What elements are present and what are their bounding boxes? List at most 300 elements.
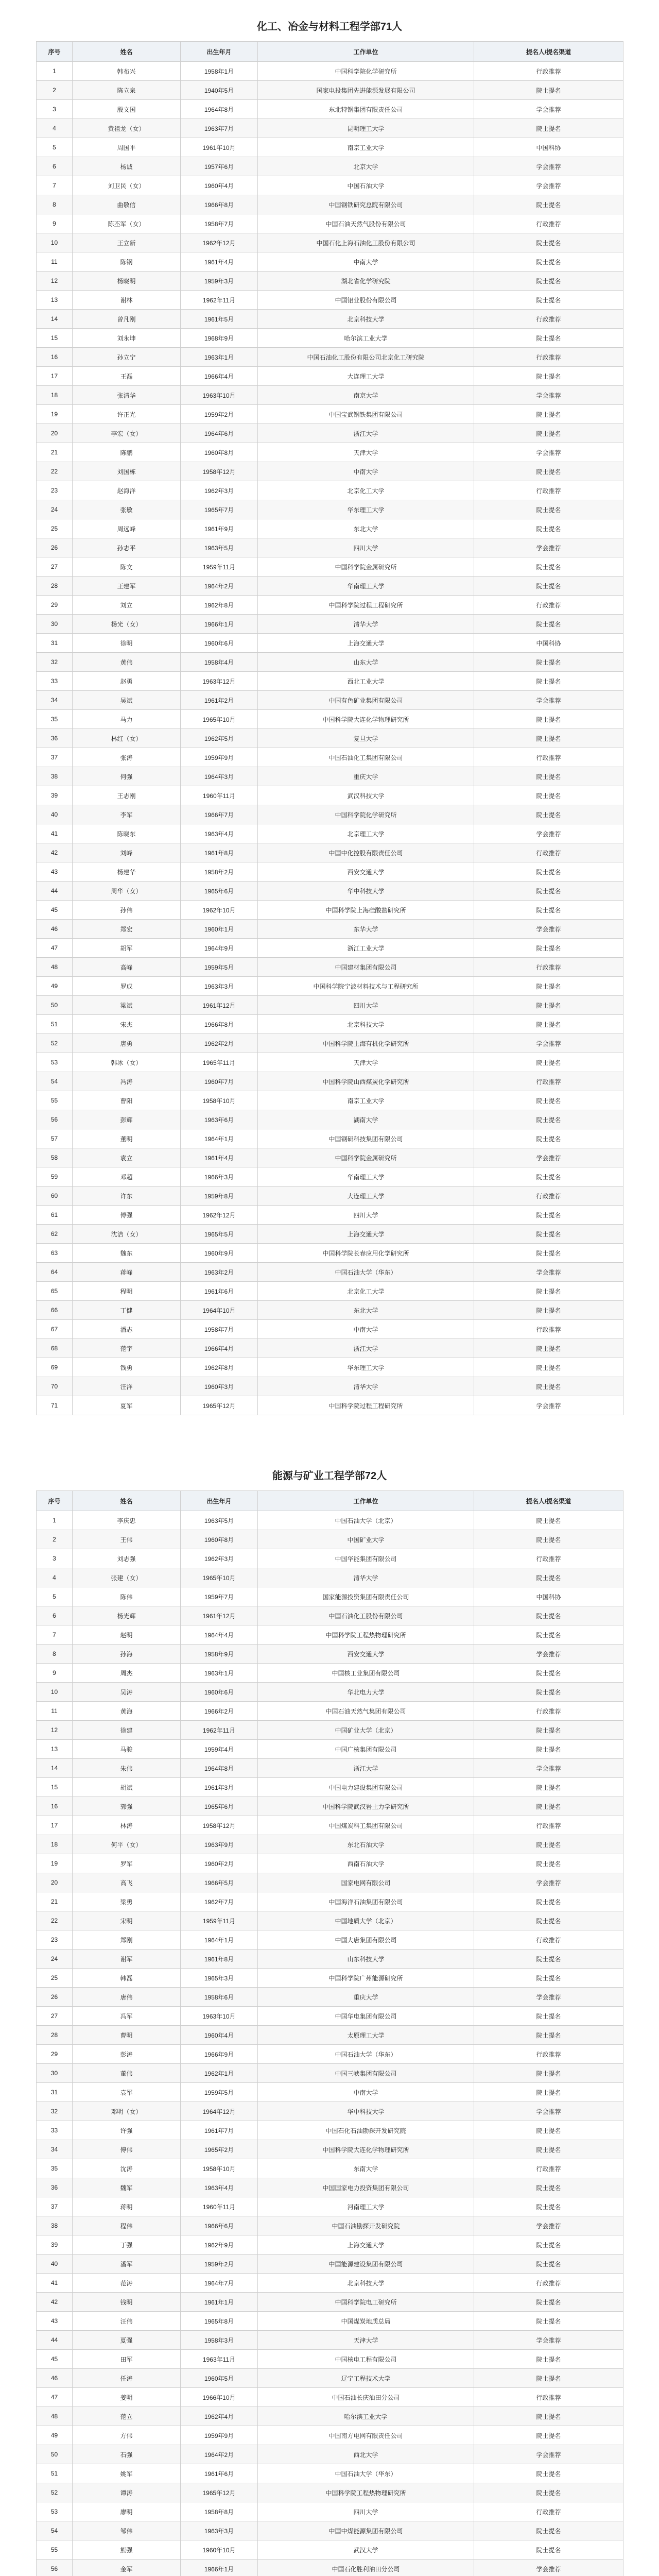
cell-index: 66 [37,1301,73,1320]
cell-employer: 北京科技大学 [258,2274,474,2293]
cell-index: 10 [37,1683,73,1702]
cell-birth: 1959年8月 [181,1187,258,1206]
cell-employer: 中国中化控股有限责任公司 [258,843,474,862]
cell-name: 韩布兴 [73,62,181,81]
header-birth: 出生年月 [181,42,258,62]
cell-name: 王志刚 [73,786,181,805]
cell-name: 任涛 [73,2369,181,2388]
table-row [37,901,623,920]
table-row [37,2521,623,2540]
table-row [37,2064,623,2083]
cell-nomination: 院士提名 [474,1225,623,1244]
cell-index: 36 [37,729,73,748]
cell-nomination: 行政推荐 [474,1549,623,1568]
cell-birth: 1961年4月 [181,252,258,272]
cell-name: 金军 [73,2560,181,2576]
cell-name: 陈立泉 [73,81,181,100]
cell-employer: 中国能源建设集团有限公司 [258,2255,474,2274]
cell-birth: 1962年8月 [181,596,258,615]
cell-nomination: 行政推荐 [474,843,623,862]
cell-employer: 复旦大学 [258,729,474,748]
cell-nomination: 学会推荐 [474,920,623,939]
cell-birth: 1959年9月 [181,748,258,767]
cell-employer: 中国科学院化学研究所 [258,805,474,824]
cell-birth: 1964年9月 [181,939,258,958]
cell-employer: 东北大学 [258,519,474,538]
cell-nomination: 院士提名 [474,1664,623,1683]
cell-employer: 中国石油大学（华东） [258,1263,474,1282]
cell-index: 25 [37,1969,73,1988]
cell-birth: 1960年2月 [181,1854,258,1873]
cell-employer: 中国科学院上海硅酸盐研究所 [258,901,474,920]
header-employer: 工作单位 [258,42,474,62]
cell-employer: 武汉大学 [258,2540,474,2560]
cell-index: 55 [37,1091,73,1110]
header-index: 序号 [37,1491,73,1511]
table-row [37,500,623,519]
cell-employer: 浙江大学 [258,424,474,443]
table-row [37,1854,623,1873]
cell-name: 范宇 [73,1339,181,1358]
cell-nomination: 学会推荐 [474,1396,623,1415]
cell-employer: 天津大学 [258,1053,474,1072]
cell-employer: 中国钢研科技集团有限公司 [258,1129,474,1148]
table-row [37,1702,623,1721]
cell-employer: 西北工业大学 [258,672,474,691]
cell-name: 孙立宁 [73,348,181,367]
cell-employer: 中国广核集团有限公司 [258,1740,474,1759]
cell-nomination: 院士提名 [474,500,623,519]
table-row [37,1396,623,1415]
table-row [37,1320,623,1339]
cell-nomination: 院士提名 [474,233,623,252]
cell-employer: 东南大学 [258,2159,474,2178]
table-row [37,272,623,291]
cell-index: 15 [37,329,73,348]
cell-name: 董伟 [73,2064,181,2083]
table-row [37,2331,623,2350]
cell-index: 37 [37,748,73,767]
table-row [37,1645,623,1664]
cell-nomination: 院士提名 [474,805,623,824]
cell-name: 郭强 [73,1797,181,1816]
table-row [37,977,623,996]
table-row [37,1511,623,1530]
cell-employer: 四川大学 [258,1206,474,1225]
cell-index: 8 [37,195,73,214]
cell-index: 3 [37,100,73,119]
cell-employer: 南京大学 [258,386,474,405]
cell-employer: 中国科学院长春应用化学研究所 [258,1244,474,1263]
cell-nomination: 院士提名 [474,901,623,920]
table-row [37,1282,623,1301]
cell-employer: 山东科技大学 [258,1950,474,1969]
table-row [37,2121,623,2140]
cell-nomination: 院士提名 [474,939,623,958]
table-row [37,939,623,958]
cell-nomination: 院士提名 [474,1568,623,1587]
cell-nomination: 院士提名 [474,329,623,348]
cell-birth: 1962年9月 [181,2235,258,2255]
cell-employer: 中国石油大学（华东） [258,2464,474,2483]
cell-employer: 西北大学 [258,2445,474,2464]
table-row [37,2007,623,2026]
cell-birth: 1960年6月 [181,1683,258,1702]
cell-name: 刘永坤 [73,329,181,348]
cell-index: 26 [37,1988,73,2007]
cell-index: 50 [37,996,73,1015]
cell-birth: 1940年5月 [181,81,258,100]
cell-index: 13 [37,291,73,310]
cell-name: 杨晓明 [73,272,181,291]
cell-employer: 北京科技大学 [258,310,474,329]
cell-nomination: 院士提名 [474,2464,623,2483]
cell-employer: 中国科学院大连化学物理研究所 [258,2140,474,2159]
cell-name: 高峰 [73,958,181,977]
cell-nomination: 院士提名 [474,1606,623,1625]
cell-nomination: 行政推荐 [474,1816,623,1835]
cell-nomination: 行政推荐 [474,62,623,81]
cell-nomination: 院士提名 [474,519,623,538]
table-row [37,672,623,691]
cell-employer: 浙江大学 [258,1759,474,1778]
cell-birth: 1964年7月 [181,2274,258,2293]
cell-employer: 中国科学院工程热物理研究所 [258,2483,474,2502]
cell-index: 21 [37,443,73,462]
cell-birth: 1964年3月 [181,767,258,786]
section-chemical-metallurgy-materials [36,12,623,1415]
table-row [37,195,623,214]
cell-birth: 1966年4月 [181,367,258,386]
table-row [37,1911,623,1930]
cell-employer: 中国石油勘探开发研究院 [258,2216,474,2235]
cell-birth: 1959年5月 [181,2083,258,2102]
cell-employer: 清华大学 [258,615,474,634]
cell-name: 冯涛 [73,1072,181,1091]
cell-employer: 西南石油大学 [258,1854,474,1873]
cell-name: 夏强 [73,2331,181,2350]
cell-index: 71 [37,1396,73,1415]
cell-index: 33 [37,2121,73,2140]
table-row [37,2464,623,2483]
cell-birth: 1964年2月 [181,577,258,596]
cell-birth: 1962年1月 [181,2064,258,2083]
cell-index: 67 [37,1320,73,1339]
cell-birth: 1962年3月 [181,481,258,500]
cell-employer: 中国科学院广州能源研究所 [258,1969,474,1988]
cell-name: 王伟 [73,1530,181,1549]
table-row [37,1358,623,1377]
cell-index: 15 [37,1778,73,1797]
cell-nomination: 行政推荐 [474,596,623,615]
cell-birth: 1963年11月 [181,2350,258,2369]
cell-nomination: 院士提名 [474,729,623,748]
cell-birth: 1962年5月 [181,729,258,748]
cell-nomination: 行政推荐 [474,348,623,367]
table-row [37,1873,623,1892]
table-row [37,157,623,176]
cell-nomination: 行政推荐 [474,1187,623,1206]
cell-employer: 中国有色矿业集团有限公司 [258,691,474,710]
cell-name: 廖明 [73,2502,181,2521]
cell-employer: 天津大学 [258,2331,474,2350]
cell-employer: 四川大学 [258,538,474,557]
cell-index: 29 [37,596,73,615]
cell-index: 48 [37,2407,73,2426]
table-row [37,767,623,786]
cell-birth: 1961年3月 [181,1778,258,1797]
cell-birth: 1962年7月 [181,1892,258,1911]
cell-name: 许正光 [73,405,181,424]
cell-index: 25 [37,519,73,538]
cell-index: 13 [37,1740,73,1759]
cell-birth: 1963年4月 [181,2178,258,2197]
cell-index: 23 [37,1930,73,1950]
cell-birth: 1963年5月 [181,538,258,557]
cell-nomination: 院士提名 [474,2312,623,2331]
cell-index: 62 [37,1225,73,1244]
cell-name: 杨诚 [73,157,181,176]
cell-birth: 1964年6月 [181,424,258,443]
cell-name: 方伟 [73,2426,181,2445]
cell-employer: 中国地质大学（北京） [258,1911,474,1930]
cell-birth: 1959年5月 [181,958,258,977]
cell-nomination: 院士提名 [474,1911,623,1930]
cell-nomination: 学会推荐 [474,386,623,405]
table-body [37,62,623,1415]
cell-nomination: 院士提名 [474,2007,623,2026]
table-row [37,1072,623,1091]
cell-birth: 1959年2月 [181,405,258,424]
cell-employer: 中国石油天然气股份有限公司 [258,214,474,233]
cell-index: 46 [37,920,73,939]
cell-nomination: 行政推荐 [474,1072,623,1091]
cell-nomination: 学会推荐 [474,2331,623,2350]
cell-birth: 1961年6月 [181,1282,258,1301]
cell-birth: 1963年12月 [181,672,258,691]
header-nomination: 提名人/提名渠道 [474,42,623,62]
cell-employer: 中国华能集团有限公司 [258,1549,474,1568]
cell-birth: 1961年5月 [181,310,258,329]
section-gap [0,1415,659,1462]
cell-birth: 1960年9月 [181,1244,258,1263]
table-row [37,2445,623,2464]
cell-nomination: 院士提名 [474,767,623,786]
cell-employer: 北京化工大学 [258,481,474,500]
table-row [37,100,623,119]
cell-employer: 中国铝业股份有限公司 [258,291,474,310]
cell-birth: 1962年10月 [181,901,258,920]
cell-nomination: 院士提名 [474,1625,623,1645]
cell-birth: 1963年10月 [181,386,258,405]
cell-name: 王建军 [73,577,181,596]
cell-nomination: 行政推荐 [474,2274,623,2293]
cell-birth: 1963年7月 [181,119,258,138]
cell-birth: 1961年8月 [181,1950,258,1969]
cell-name: 汪伟 [73,2312,181,2331]
table-row [37,2388,623,2407]
table-row [37,1683,623,1702]
cell-birth: 1960年7月 [181,1072,258,1091]
cell-employer: 中国科学院电工研究所 [258,2293,474,2312]
cell-index: 47 [37,939,73,958]
cell-index: 31 [37,2083,73,2102]
table-row [37,1530,623,1549]
cell-birth: 1966年6月 [181,2216,258,2235]
cell-birth: 1962年2月 [181,1034,258,1053]
cell-employer: 中国矿业大学（北京） [258,1721,474,1740]
cell-index: 7 [37,176,73,195]
cell-name: 胡军 [73,939,181,958]
table-row [37,710,623,729]
cell-name: 陈晓东 [73,824,181,843]
cell-index: 16 [37,348,73,367]
cell-birth: 1964年8月 [181,1759,258,1778]
table-row [37,348,623,367]
cell-name: 吴斌 [73,691,181,710]
cell-index: 35 [37,710,73,729]
table-header-row [37,1491,623,1511]
cell-name: 殷文国 [73,100,181,119]
cell-employer: 中国海洋石油集团有限公司 [258,1892,474,1911]
cell-birth: 1962年11月 [181,1721,258,1740]
cell-nomination: 行政推荐 [474,214,623,233]
cell-index: 43 [37,2312,73,2331]
cell-nomination: 学会推荐 [474,2216,623,2235]
cell-index: 54 [37,1072,73,1091]
cell-birth: 1958年10月 [181,2159,258,2178]
cell-birth: 1958年3月 [181,2331,258,2350]
cell-name: 丁强 [73,2235,181,2255]
table-row [37,329,623,348]
cell-index: 30 [37,615,73,634]
table-row [37,634,623,653]
cell-nomination: 院士提名 [474,2255,623,2274]
cell-index: 6 [37,157,73,176]
cell-nomination: 院士提名 [474,1110,623,1129]
table-row [37,1778,623,1797]
cell-index: 1 [37,62,73,81]
cell-nomination: 院士提名 [474,1797,623,1816]
cell-nomination: 院士提名 [474,1530,623,1549]
table-row [37,2045,623,2064]
section-title: 能源与矿业工程学部72人 [272,1470,387,1482]
table-row [37,577,623,596]
cell-birth: 1965年8月 [181,2312,258,2331]
cell-index: 34 [37,2140,73,2159]
cell-name: 程明 [73,1282,181,1301]
cell-birth: 1965年10月 [181,1568,258,1587]
cell-name: 王磊 [73,367,181,386]
cell-name: 梁勇 [73,1892,181,1911]
table-row [37,882,623,901]
cell-birth: 1964年2月 [181,2445,258,2464]
cell-index: 65 [37,1282,73,1301]
table-row [37,2407,623,2426]
cell-nomination: 院士提名 [474,252,623,272]
cell-name: 郑刚 [73,1930,181,1950]
cell-employer: 华东理工大学 [258,1358,474,1377]
table-row [37,2159,623,2178]
cell-index: 14 [37,310,73,329]
cell-name: 潘军 [73,2255,181,2274]
cell-nomination: 院士提名 [474,2197,623,2216]
cell-employer: 华中科技大学 [258,882,474,901]
cell-index: 44 [37,2331,73,2350]
cell-name: 杨光辉 [73,1606,181,1625]
cell-name: 罗军 [73,1854,181,1873]
cell-employer: 北京理工大学 [258,824,474,843]
cell-employer: 中国宝武钢铁集团有限公司 [258,405,474,424]
cell-employer: 重庆大学 [258,1988,474,2007]
cell-birth: 1957年6月 [181,157,258,176]
cell-nomination: 学会推荐 [474,443,623,462]
cell-employer: 中国科学院过程工程研究所 [258,1396,474,1415]
cell-nomination: 院士提名 [474,2407,623,2426]
cell-birth: 1964年1月 [181,1930,258,1950]
cell-birth: 1965年7月 [181,500,258,519]
cell-employer: 中国科学院山西煤炭化学研究所 [258,1072,474,1091]
cell-birth: 1963年3月 [181,2521,258,2540]
cell-nomination: 院士提名 [474,862,623,882]
cell-birth: 1960年8月 [181,443,258,462]
cell-birth: 1958年7月 [181,1320,258,1339]
cell-index: 18 [37,386,73,405]
cell-name: 罗成 [73,977,181,996]
cell-employer: 哈尔滨工业大学 [258,2407,474,2426]
cell-index: 43 [37,862,73,882]
cell-name: 唐伟 [73,1988,181,2007]
cell-employer: 中国科学院工程热物理研究所 [258,1625,474,1645]
cell-birth: 1958年7月 [181,214,258,233]
cell-index: 19 [37,1854,73,1873]
cell-birth: 1963年6月 [181,1110,258,1129]
cell-employer: 中国建材集团有限公司 [258,958,474,977]
cell-name: 冯军 [73,2007,181,2026]
cell-index: 7 [37,1625,73,1645]
cell-birth: 1960年8月 [181,1530,258,1549]
cell-employer: 国家能源投资集团有限责任公司 [258,1587,474,1606]
cell-name: 彭涛 [73,2045,181,2064]
table-row [37,462,623,481]
cell-name: 沈洁（女） [73,1225,181,1244]
cell-index: 28 [37,2026,73,2045]
cell-index: 11 [37,1702,73,1721]
table-row [37,615,623,634]
header-index: 序号 [37,42,73,62]
cell-nomination: 院士提名 [474,1854,623,1873]
cell-employer: 四川大学 [258,2502,474,2521]
cell-employer: 中国煤炭科工集团有限公司 [258,1816,474,1835]
header-name: 姓名 [73,1491,181,1511]
header-nomination: 提名人/提名渠道 [474,1491,623,1511]
cell-nomination: 行政推荐 [474,2502,623,2521]
cell-nomination: 院士提名 [474,2540,623,2560]
cell-index: 6 [37,1606,73,1625]
cell-name: 张建（女） [73,1568,181,1587]
cell-employer: 清华大学 [258,1377,474,1396]
cell-index: 40 [37,2255,73,2274]
table-row [37,862,623,882]
cell-index: 3 [37,1549,73,1568]
cell-index: 4 [37,1568,73,1587]
nominee-table [36,41,623,1415]
table-row [37,1301,623,1320]
cell-index: 64 [37,1263,73,1282]
cell-employer: 上海交通大学 [258,2235,474,2255]
cell-index: 45 [37,2350,73,2369]
cell-name: 魏东 [73,1244,181,1263]
